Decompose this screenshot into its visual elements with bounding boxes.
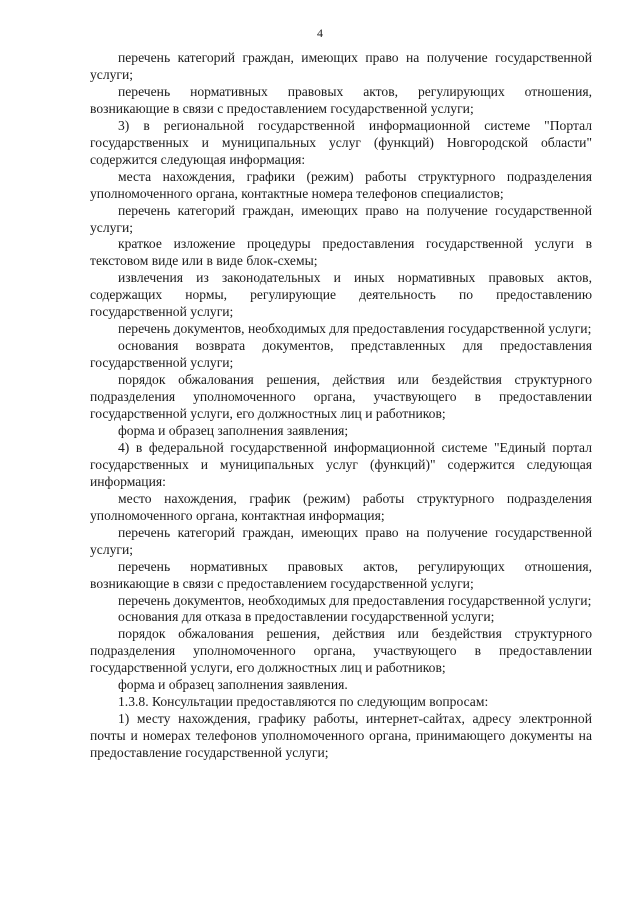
paragraph: краткое изложение процедуры предоставления государственной услуги в текстовом виде или в виде блок-схемы; [90, 236, 592, 269]
paragraph: порядок обжалования решения, действия или бездействия структурного подразделения уполномоченного органа, участвующего в предоставлении государственной услуги, его должностных лиц и работников; [90, 372, 592, 422]
paragraph: основания для отказа в предоставлении государственной услуги; [118, 609, 495, 625]
paragraph: перечень нормативных правовых актов, регулирующих отношения, возникающие в связи с предоставлением государственной услуги; [90, 558, 592, 591]
paragraph: места нахождения, графики (режим) работы структурного подразделения уполномоченного органа, контактные номера телефонов специалистов; [90, 168, 592, 201]
page-number: 4 [317, 26, 323, 40]
paragraph: извлечения из законодательных и иных нормативных правовых актов, содержащих нормы, регулирующие деятельность по предоставлению государственной услуги; [90, 270, 592, 320]
paragraph: перечень категорий граждан, имеющих право на получение государственной услуги; [90, 50, 592, 82]
paragraph: 1.3.8. Консультации предоставляются по следующим вопросам: [118, 694, 489, 710]
paragraph: основания возврата документов, представленных для предоставления государственной услуги; [90, 338, 592, 371]
paragraph: 4) в федеральной государственной информационной системе "Единый портал государственных и муниципальных услуг (функций)" содержится следующая информация: [90, 439, 592, 489]
paragraph: перечень категорий граждан, имеющих право на получение государственной услуги; [90, 524, 592, 557]
paragraph: форма и образец заполнения заявления; [118, 422, 349, 438]
paragraph: перечень категорий граждан, имеющих право на получение государственной услуги; [90, 202, 592, 235]
paragraph: место нахождения, график (режим) работы структурного подразделения уполномоченного органа, контактная информация; [90, 490, 592, 523]
paragraph: перечень документов, необходимых для предоставления государственной услуги; [118, 321, 592, 337]
paragraph: перечень нормативных правовых актов, регулирующих отношения, возникающие в связи с предоставлением государственной услуги; [90, 83, 592, 116]
paragraph: 3) в региональной государственной информационной системе "Портал государственных и муниципальных услуг (функций) Новгородской области" содержится следующая информация: [90, 117, 592, 167]
paragraph: порядок обжалования решения, действия или бездействия структурного подразделения уполномоченного органа, участвующего в предоставлении государственной услуги, его должностных лиц и работников; [90, 626, 592, 676]
document-body [90, 50, 592, 762]
paragraph: форма и образец заполнения заявления. [118, 677, 348, 693]
paragraph: 1) месту нахождения, графику работы, интернет-сайтах, адресу электронной почты и номерах телефонов уполномоченного органа, принимающего документы на предоставление государственной услуги; [90, 711, 592, 761]
paragraph: перечень документов, необходимых для предоставления государственной услуги; [118, 592, 592, 608]
